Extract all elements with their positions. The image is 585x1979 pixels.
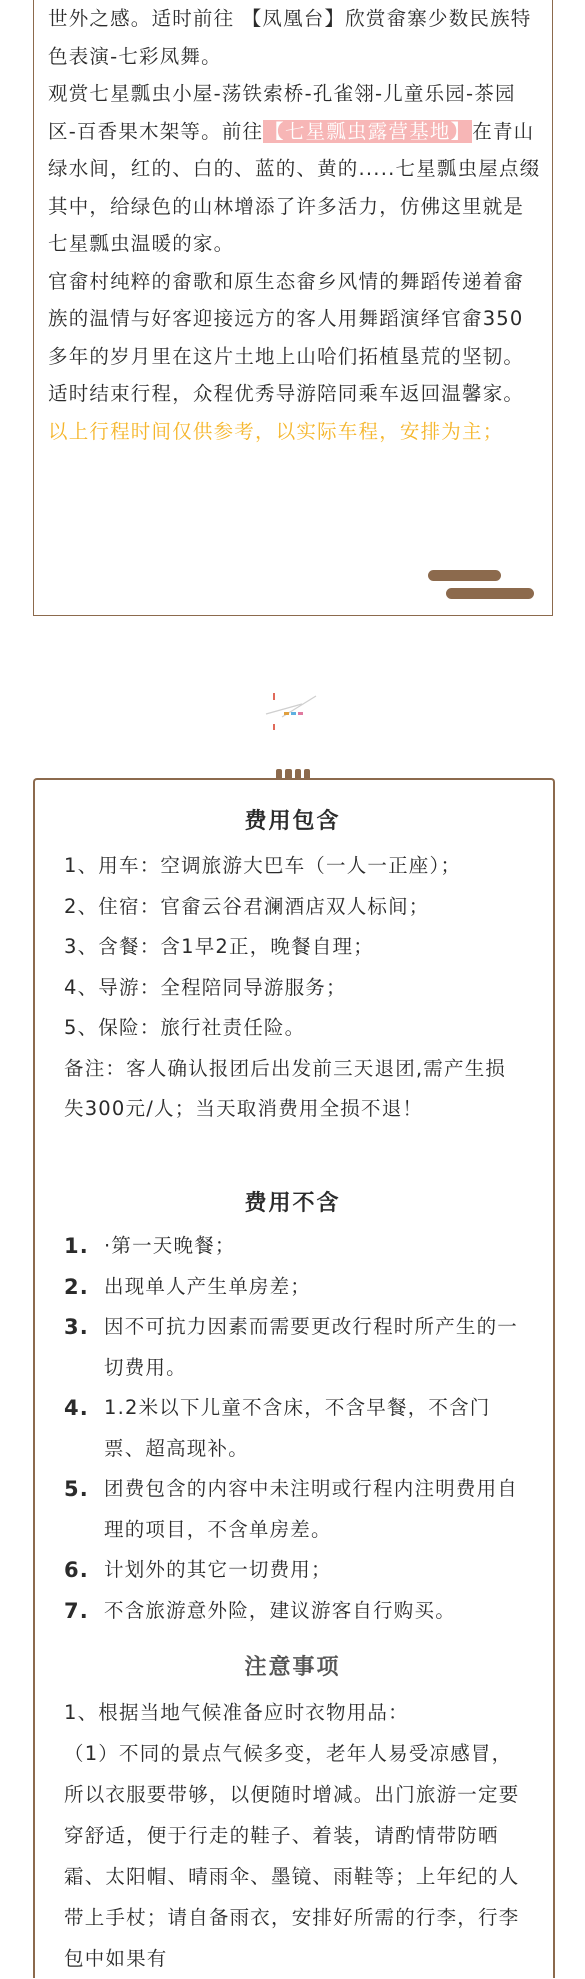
notice-text bbox=[64, 1692, 526, 1979]
fee-include-item: 3、含餐：含1早2正，晚餐自理； bbox=[64, 935, 374, 958]
item-text: 因不可抗力因素而需要更改行程时所产生的一切费用。 bbox=[104, 1315, 519, 1379]
fee-exclude-item bbox=[64, 1226, 526, 1267]
item-number: 3. bbox=[64, 1315, 89, 1339]
decorative-bar bbox=[446, 588, 534, 599]
item-text: ·第一天晚餐； bbox=[104, 1234, 236, 1257]
fee-include-title: 费用包含 bbox=[244, 809, 341, 834]
item-text: 1.2米以下儿童不含床，不含早餐，不含门票、超高现补。 bbox=[104, 1396, 491, 1460]
item-text: 计划外的其它一切费用； bbox=[104, 1558, 332, 1581]
fee-exclude-item bbox=[64, 1591, 526, 1632]
camp-highlight: 【七星瓢虫露营基地】 bbox=[264, 119, 472, 143]
itinerary-paragraph bbox=[48, 75, 541, 263]
itinerary-text bbox=[48, 0, 541, 450]
item-text: 出现单人产生单房差； bbox=[104, 1274, 312, 1298]
notice-title: 注意事项 bbox=[244, 1655, 341, 1680]
fee-exclude-item bbox=[64, 1267, 526, 1308]
fee-include-list bbox=[64, 846, 526, 1130]
item-number: 7. bbox=[64, 1598, 89, 1623]
item-number: 5. bbox=[64, 1477, 89, 1501]
fee-include-remark: 备注：客人确认报团后出发前三天退团,需产生损失300元/人；当天取消费用全损不退！ bbox=[64, 1056, 507, 1120]
item-text: 不含旅游意外险，建议游客自行购买。 bbox=[104, 1598, 456, 1622]
item-number: 1. bbox=[64, 1234, 89, 1258]
pencil-decoration-icon bbox=[262, 690, 322, 730]
item-number: 6. bbox=[64, 1558, 89, 1582]
itinerary-paragraph: 适时结束行程，众程优秀导游陪同乘车返回温馨家。 bbox=[48, 382, 525, 405]
fee-include-item: 1、用车：空调旅游大巴车（一人一正座）； bbox=[64, 854, 462, 877]
fee-exclude-list bbox=[64, 1226, 526, 1631]
item-text: 团费包含的内容中未注明或行程内注明费用自理的项目，不含单房差。 bbox=[104, 1477, 519, 1541]
itinerary-paragraph: 世外之感。适时前往 【凤凰台】欣赏畲寨少数民族特色表演-七彩凤舞。 bbox=[48, 7, 532, 68]
item-number: 2. bbox=[64, 1274, 89, 1299]
fee-exclude-item bbox=[64, 1307, 526, 1388]
itinerary-text-segment: 在青山绿水间，红的、白的、蓝的、黄的.....七星瓢虫屋点缀其中，给绿色的山林增添了许多活力，仿佛这里就是七星瓢虫温暖的家。 bbox=[48, 119, 541, 255]
itinerary-paragraph: 官畲村纯粹的畲歌和原生态畲乡风情的舞蹈传递着畲族的温情与好客迎接远方的客人用舞蹈演绎官畲350多年的岁月里在这片土地上山哈们拓植垦荒的坚韧。 bbox=[48, 269, 525, 368]
fee-include-item: 2、住宿：官畲云谷君澜酒店双人标间； bbox=[64, 894, 430, 918]
fee-include-item: 4、导游：全程陪同导游服务； bbox=[64, 975, 347, 999]
notice-paragraph: （1）不同的景点气候多变，老年人易受凉感冒，所以衣服要带够，以便随时增减。出门旅游一定要穿舒适，便于行走的鞋子、着装，请酌情带防晒霜、太阳帽、晴雨伞、墨镜、雨鞋等；上年纪的人带上手杖；请自备雨衣，安排好所需的行李，行李包中如果有 bbox=[64, 1742, 520, 1970]
fee-exclude-item bbox=[64, 1550, 526, 1591]
itinerary-text-segment: 观赏七星瓢虫小屋-荡铁索桥-孔雀翎-儿童乐园-茶园区-百香果木架等。前往 bbox=[48, 82, 516, 143]
fee-exclude-title: 费用不含 bbox=[244, 1191, 341, 1216]
notice-paragraph: 1、根据当地气候准备应时衣物用品： bbox=[64, 1701, 409, 1724]
fee-include-item: 5、保险：旅行社责任险。 bbox=[64, 1016, 306, 1039]
fee-exclude-item bbox=[64, 1469, 526, 1550]
decorative-bar bbox=[428, 570, 501, 581]
itinerary-note: 以上行程时间仅供参考，以实际车程，安排为主； bbox=[48, 419, 504, 443]
item-number: 4. bbox=[64, 1396, 89, 1420]
fee-exclude-item bbox=[64, 1388, 526, 1469]
